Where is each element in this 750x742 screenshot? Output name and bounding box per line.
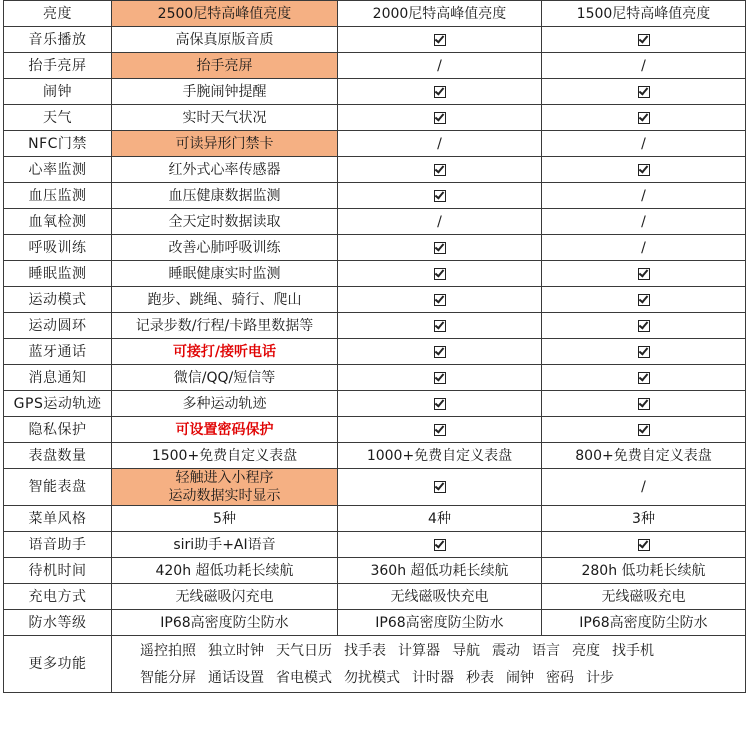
- table-row: [4, 79, 746, 105]
- table-row: [4, 235, 746, 261]
- feature-chip: 密码: [546, 670, 574, 686]
- check-icon: [638, 86, 650, 98]
- table-row: [4, 287, 746, 313]
- col3-value: [542, 53, 746, 79]
- not-supported-mark: /: [437, 135, 442, 152]
- check-icon: [434, 34, 446, 46]
- check-icon: [434, 346, 446, 358]
- table-row: [4, 183, 746, 209]
- check-icon: [638, 268, 650, 280]
- check-icon: [434, 112, 446, 124]
- feature-chip: 省电模式: [276, 670, 332, 686]
- more-features-list: [112, 636, 746, 693]
- check-icon: [434, 190, 446, 202]
- col3-value: [542, 27, 746, 53]
- check-icon: [434, 372, 446, 384]
- feature-chip: 遥控拍照: [140, 643, 196, 659]
- col2-value: [338, 235, 542, 261]
- col1-value: 跑步、跳绳、骑行、爬山: [112, 287, 338, 313]
- col1-value: 无线磁吸闪充电: [112, 584, 338, 610]
- feature-label: 待机时间: [4, 558, 112, 584]
- table-row: [4, 443, 746, 469]
- check-icon: [638, 346, 650, 358]
- check-icon: [434, 320, 446, 332]
- table-body: [4, 1, 746, 693]
- col2-value: [338, 131, 542, 157]
- feature-label: 睡眠监测: [4, 261, 112, 287]
- table-row: [4, 53, 746, 79]
- more-features-line2: [140, 665, 745, 692]
- col1-value: [112, 417, 338, 443]
- col1-value: 睡眠健康实时监测: [112, 261, 338, 287]
- feature-label: 更多功能: [4, 636, 112, 693]
- table-row: [4, 558, 746, 584]
- col2-value: [338, 339, 542, 365]
- col1-value: 高保真原版音质: [112, 27, 338, 53]
- col3-value: 800+免费自定义表盘: [542, 443, 746, 469]
- col3-value: IP68高密度防尘防水: [542, 610, 746, 636]
- table-row: [4, 27, 746, 53]
- header-col2: 2000尼特高峰值亮度: [338, 1, 542, 27]
- feature-chip: 亮度: [572, 643, 600, 659]
- col2-value: [338, 365, 542, 391]
- col1-value: [112, 469, 338, 506]
- feature-label: GPS运动轨迹: [4, 391, 112, 417]
- col1-value: 多种运动轨迹: [112, 391, 338, 417]
- feature-label: 天气: [4, 105, 112, 131]
- feature-label: 音乐播放: [4, 27, 112, 53]
- col1-value: 1500+免费自定义表盘: [112, 443, 338, 469]
- feature-label: 抬手亮屏: [4, 53, 112, 79]
- col1-value: 5种: [112, 506, 338, 532]
- check-icon: [434, 539, 446, 551]
- col2-value: [338, 532, 542, 558]
- feature-label: 运动圆环: [4, 313, 112, 339]
- col1-value: IP68高密度防尘防水: [112, 610, 338, 636]
- col3-value: 无线磁吸充电: [542, 584, 746, 610]
- feature-label: 心率监测: [4, 157, 112, 183]
- table-row-smart-dial: [4, 469, 746, 506]
- feature-chip: 计时器: [412, 670, 454, 686]
- feature-label: 充电方式: [4, 584, 112, 610]
- feature-chip: 通话设置: [208, 670, 264, 686]
- feature-label: 菜单风格: [4, 506, 112, 532]
- feature-label: 消息通知: [4, 365, 112, 391]
- feature-chip: 导航: [452, 643, 480, 659]
- col1-value: 实时天气状况: [112, 105, 338, 131]
- col3-value: [542, 469, 746, 506]
- col3-value: [542, 261, 746, 287]
- col3-value: [542, 339, 746, 365]
- col2-value: [338, 469, 542, 506]
- col2-value: 360h 超低功耗长续航: [338, 558, 542, 584]
- col1-value: 记录步数/行程/卡路里数据等: [112, 313, 338, 339]
- col3-value: [542, 79, 746, 105]
- col2-value: [338, 53, 542, 79]
- col1-value: 420h 超低功耗长续航: [112, 558, 338, 584]
- col3-value: [542, 365, 746, 391]
- col3-value: [542, 417, 746, 443]
- check-icon: [434, 242, 446, 254]
- table-row: [4, 131, 746, 157]
- not-supported-mark: /: [641, 135, 646, 152]
- check-icon: [638, 398, 650, 410]
- check-icon: [434, 424, 446, 436]
- feature-label: 智能表盘: [4, 469, 112, 506]
- feature-chip: 独立时钟: [208, 643, 264, 659]
- check-icon: [638, 539, 650, 551]
- table-row: [4, 261, 746, 287]
- not-supported-mark: /: [641, 479, 646, 495]
- feature-chip: 秒表: [466, 670, 494, 686]
- highlight-text: 可接打/接听电话: [172, 343, 277, 360]
- col1-value: 全天定时数据读取: [112, 209, 338, 235]
- not-supported-mark: /: [641, 57, 646, 74]
- table-row: [4, 506, 746, 532]
- check-icon: [638, 164, 650, 176]
- header-col3: 1500尼特高峰值亮度: [542, 1, 746, 27]
- table-row: [4, 313, 746, 339]
- col1-value: 血压健康数据监测: [112, 183, 338, 209]
- not-supported-mark: /: [641, 239, 646, 256]
- col1-value: 改善心肺呼吸训练: [112, 235, 338, 261]
- check-icon: [434, 398, 446, 410]
- feature-label: 隐私保护: [4, 417, 112, 443]
- header-col1: 2500尼特高峰值亮度: [112, 1, 338, 27]
- col2-value: [338, 27, 542, 53]
- feature-label: 运动模式: [4, 287, 112, 313]
- feature-chip: 智能分屏: [140, 670, 196, 686]
- header-label: 亮度: [4, 1, 112, 27]
- col3-value: [542, 183, 746, 209]
- check-icon: [638, 34, 650, 46]
- feature-label: 防水等级: [4, 610, 112, 636]
- table-row: [4, 339, 746, 365]
- more-features-line1: [140, 638, 745, 665]
- col2-value: [338, 417, 542, 443]
- col3-value: [542, 532, 746, 558]
- col2-value: 无线磁吸快充电: [338, 584, 542, 610]
- table-row: [4, 417, 746, 443]
- col2-value: [338, 183, 542, 209]
- feature-chip: 震动: [492, 643, 520, 659]
- feature-chip: 计步: [586, 670, 614, 686]
- col3-value: [542, 287, 746, 313]
- col2-value: [338, 287, 542, 313]
- feature-chip: 找手机: [612, 643, 654, 659]
- check-icon: [434, 268, 446, 280]
- col3-value: [542, 391, 746, 417]
- feature-label: 表盘数量: [4, 443, 112, 469]
- not-supported-mark: /: [437, 213, 442, 230]
- col1-value: 手腕闹钟提醒: [112, 79, 338, 105]
- not-supported-mark: /: [641, 213, 646, 230]
- header-row: [4, 1, 746, 27]
- table-row: [4, 391, 746, 417]
- table-row-more-features: [4, 636, 746, 693]
- feature-chip: 闹钟: [506, 670, 534, 686]
- check-icon: [434, 481, 446, 493]
- smart-dial-line1: 轻触进入小程序: [175, 470, 274, 486]
- col2-value: [338, 391, 542, 417]
- check-icon: [434, 294, 446, 306]
- highlight-text: 可设置密码保护: [175, 421, 274, 438]
- check-icon: [638, 424, 650, 436]
- col3-value: 3种: [542, 506, 746, 532]
- col1-value: 微信/QQ/短信等: [112, 365, 338, 391]
- table-row: [4, 584, 746, 610]
- table-row: [4, 157, 746, 183]
- col2-value: [338, 261, 542, 287]
- feature-label: 呼吸训练: [4, 235, 112, 261]
- table-row: [4, 532, 746, 558]
- table-row: [4, 610, 746, 636]
- table-row: [4, 105, 746, 131]
- check-icon: [638, 294, 650, 306]
- feature-label: NFC门禁: [4, 131, 112, 157]
- col2-value: IP68高密度防尘防水: [338, 610, 542, 636]
- feature-label: 闹钟: [4, 79, 112, 105]
- col3-value: [542, 105, 746, 131]
- comparison-table: [3, 0, 746, 693]
- not-supported-mark: /: [641, 187, 646, 204]
- table-row: [4, 209, 746, 235]
- feature-label: 语音助手: [4, 532, 112, 558]
- feature-chip: 语言: [532, 643, 560, 659]
- feature-chip: 找手表: [344, 643, 386, 659]
- col3-value: [542, 235, 746, 261]
- feature-label: 蓝牙通话: [4, 339, 112, 365]
- col3-value: [542, 157, 746, 183]
- col2-value: [338, 105, 542, 131]
- col1-value: siri助手+AI语音: [112, 532, 338, 558]
- col2-value: [338, 313, 542, 339]
- col2-value: [338, 79, 542, 105]
- col1-value: 抬手亮屏: [112, 53, 338, 79]
- col2-value: 1000+免费自定义表盘: [338, 443, 542, 469]
- col1-value: 可读异形门禁卡: [112, 131, 338, 157]
- col3-value: 280h 低功耗长续航: [542, 558, 746, 584]
- col3-value: [542, 209, 746, 235]
- feature-label: 血压监测: [4, 183, 112, 209]
- col3-value: [542, 313, 746, 339]
- col1-value: 红外式心率传感器: [112, 157, 338, 183]
- check-icon: [638, 320, 650, 332]
- smart-dial-line2: 运动数据实时显示: [168, 488, 281, 504]
- col2-value: 4种: [338, 506, 542, 532]
- feature-chip: 天气日历: [276, 643, 332, 659]
- feature-chip: 勿扰模式: [344, 670, 400, 686]
- col3-value: [542, 131, 746, 157]
- col2-value: [338, 157, 542, 183]
- check-icon: [434, 164, 446, 176]
- check-icon: [638, 372, 650, 384]
- feature-chip: 计算器: [398, 643, 440, 659]
- table-row: [4, 365, 746, 391]
- col1-value: [112, 339, 338, 365]
- not-supported-mark: /: [437, 57, 442, 74]
- check-icon: [638, 112, 650, 124]
- check-icon: [434, 86, 446, 98]
- feature-label: 血氧检测: [4, 209, 112, 235]
- col2-value: [338, 209, 542, 235]
